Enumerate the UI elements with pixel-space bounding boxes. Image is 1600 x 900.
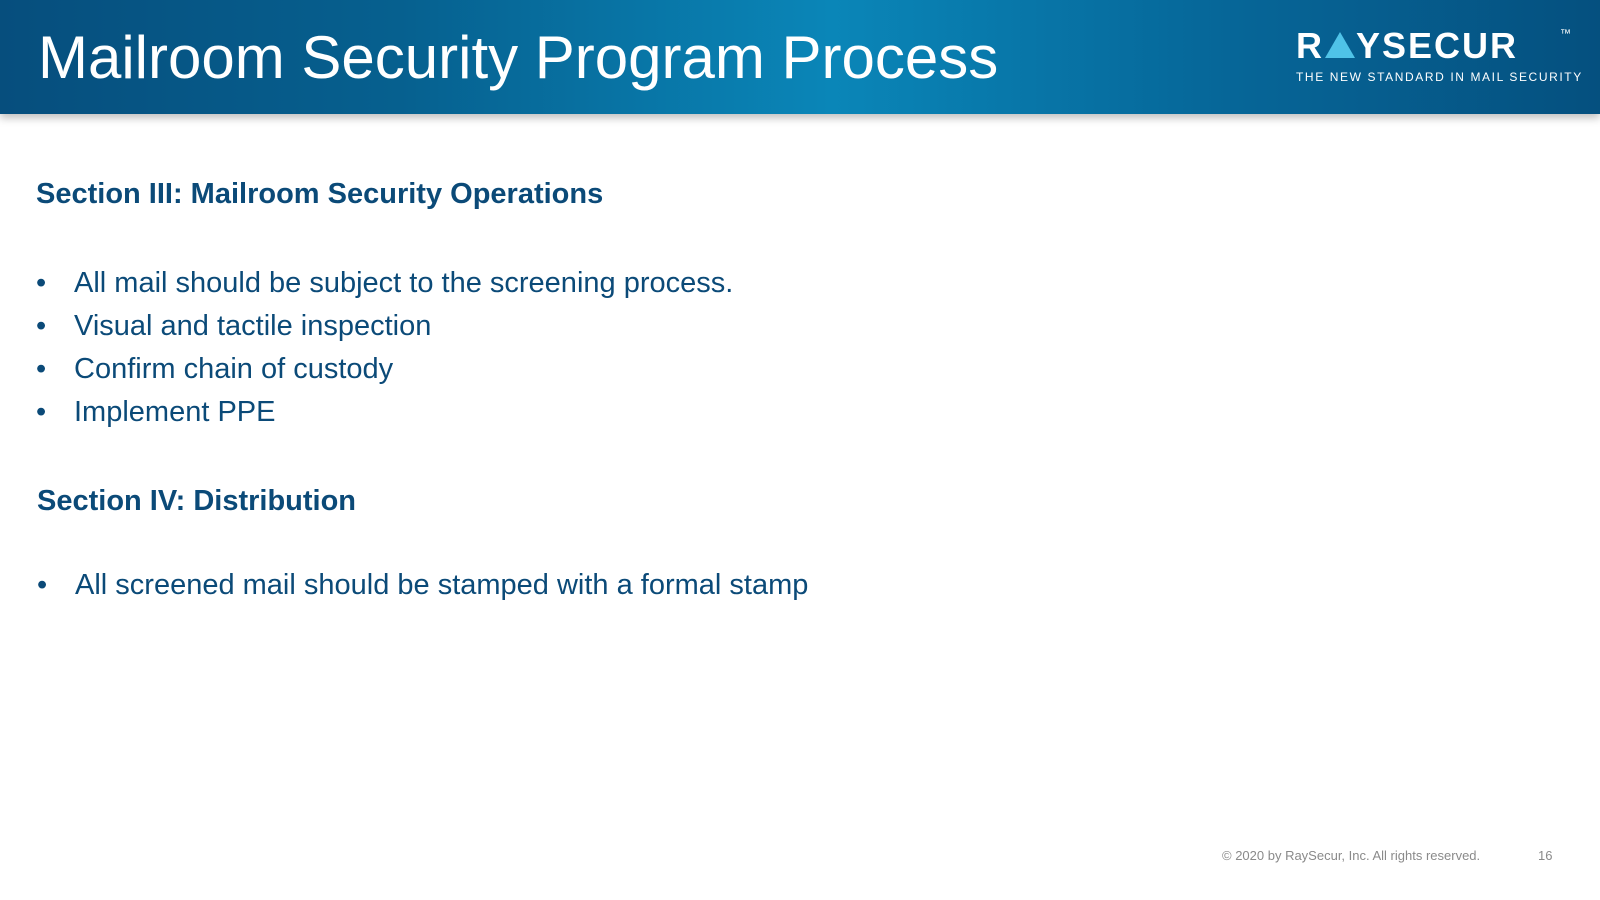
list-item-text: Confirm chain of custody	[74, 353, 394, 385]
list-item	[36, 348, 733, 391]
logo-triangle-icon	[1325, 32, 1355, 58]
raysecur-logo	[1296, 25, 1583, 90]
bullet-icon: •	[37, 569, 48, 601]
logo-letters-rest: YSECUR	[1356, 25, 1519, 66]
bullet-icon: •	[36, 267, 47, 299]
logo-wordmark	[1296, 26, 1518, 66]
section-heading-distribution: Section IV: Distribution	[37, 485, 357, 517]
list-item-text: All mail should be subject to the screening process.	[74, 267, 734, 299]
logo-letter-r: R	[1296, 25, 1324, 66]
list-item	[36, 391, 733, 434]
list-item	[37, 564, 808, 607]
footer-copyright: © 2020 by RaySecur, Inc. All rights reserved.	[1222, 848, 1481, 863]
list-item-text: Visual and tactile inspection	[74, 310, 432, 342]
page-number: 16	[1538, 848, 1553, 863]
bullet-icon: •	[36, 310, 47, 342]
list-item	[36, 305, 733, 348]
logo-tagline: THE NEW STANDARD IN MAIL SECURITY	[1296, 70, 1583, 84]
distribution-bullet-list	[37, 564, 808, 607]
list-item-text: All screened mail should be stamped with a formal stamp	[75, 569, 809, 601]
bullet-icon: •	[36, 353, 47, 385]
section-heading-operations: Section III: Mailroom Security Operations	[36, 178, 604, 210]
list-item	[36, 262, 733, 305]
list-item-text: Implement PPE	[74, 396, 276, 428]
header-banner	[0, 0, 1600, 114]
logo-trademark: ™	[1560, 28, 1571, 40]
bullet-icon: •	[36, 396, 47, 428]
operations-bullet-list	[36, 262, 733, 434]
page-title: Mailroom Security Program Process	[38, 24, 999, 91]
